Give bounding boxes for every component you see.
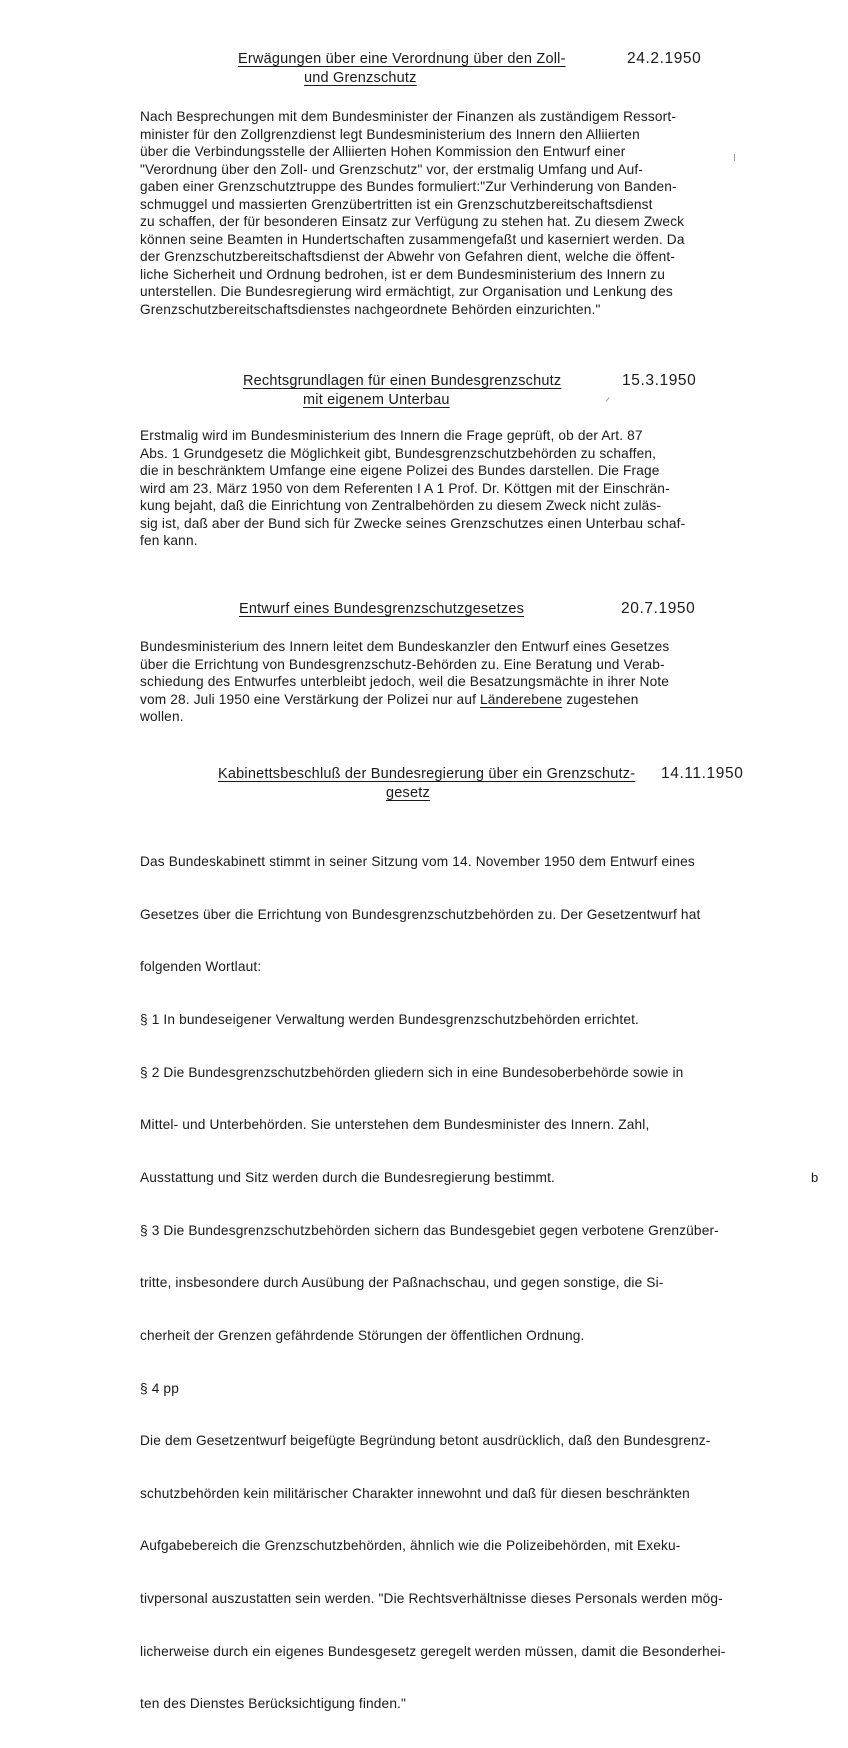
body-line: Erstmalig wird im Bundesministerium des Innern die Frage geprüft, ob der Art. 87 xyxy=(140,428,643,443)
section-heading xyxy=(218,765,635,803)
heading-line: Rechtsgrundlagen für einen Bundesgrenzschutz xyxy=(243,373,562,389)
section-body xyxy=(140,427,780,550)
body-line: liche Sicherheit und Ordnung bedrohen, ist er dem Bundesministerium des Innern zu xyxy=(140,266,665,282)
margin-mark xyxy=(606,397,610,401)
body-line: Gesetzes über die Errichtung von Bundesgrenzschutzbehörden zu. Der Gesetzentwurf hat xyxy=(140,906,701,922)
body-line: zu schaffen, der für besonderen Einsatz zur Verfügung zu stehen hat. Zu diesem Zweck xyxy=(140,214,685,230)
section-heading xyxy=(238,50,566,88)
body-line: die in beschränktem Umfange eine eigene Polizei des Bundes darstellen. Die Frage xyxy=(140,463,660,479)
body-line: schiedung des Entwurfes unterbleibt jedoch, weil die Besatzungsmächte in ihrer Note xyxy=(140,674,670,690)
body-line: Aufgabebereich die Grenzschutzbehörden, ähnlich wie die Polizeibehörden, mit Exeku- xyxy=(140,1538,681,1554)
body-line: Mittel- und Unterbehörden. Sie unterstehen dem Bundesminister des Innern. Zahl, xyxy=(140,1117,650,1133)
body-line: gaben einer Grenzschutztruppe des Bundes formuliert:"Zur Verhinderung von Banden- xyxy=(140,179,677,195)
section-date: 14.11.1950 xyxy=(661,765,744,782)
body-line: ten des Dienstes Berücksichtigung finden." xyxy=(140,1696,407,1712)
heading-line: und Grenzschutz xyxy=(304,70,417,86)
page-marker: b xyxy=(811,1170,819,1185)
section-heading xyxy=(239,600,524,619)
body-line: tritte, insbesondere durch Ausübung der Paßnachschau, und gegen sonstige, die Si- xyxy=(140,1275,664,1291)
section-body xyxy=(140,818,780,1748)
heading-line: Kabinettsbeschluß der Bundesregierung über ein Grenzschutz- xyxy=(218,766,636,782)
heading-line: Erwägungen über eine Verordnung über den Zoll- xyxy=(238,51,566,67)
body-line: § 1 In bundeseigener Verwaltung werden Bundesgrenzschutzbehörden errichtet. xyxy=(140,1012,639,1028)
body-line: § 3 Die Bundesgrenzschutzbehörden sichern das Bundesgebiet gegen verbotene Grenzüber- xyxy=(140,1222,719,1238)
body-line: § 2 Die Bundesgrenzschutzbehörden gliedern sich in eine Bundesoberbehörde sowie in xyxy=(140,1064,684,1080)
heading-line: Entwurf eines Bundesgrenzschutzgesetzes xyxy=(239,601,525,617)
body-line: Die dem Gesetzentwurf beigefügte Begründung betont ausdrücklich, daß den Bundesgrenz- xyxy=(140,1433,711,1449)
heading-line: mit eigenem Unterbau xyxy=(303,392,450,408)
body-line: unterstellen. Die Bundesregierung wird ermächtigt, zur Organisation und Lenkung des xyxy=(140,284,673,300)
section-heading xyxy=(243,372,561,410)
underlined-term: Länderebene xyxy=(479,691,563,707)
body-line: wollen. xyxy=(140,709,184,725)
body-line: Das Bundeskabinett stimmt in seiner Sitzung vom 14. November 1950 dem Entwurf eines xyxy=(140,854,695,870)
body-line: Nach Besprechungen mit dem Bundesminister der Finanzen als zuständigem Ressort- xyxy=(140,109,677,124)
heading-line: gesetz xyxy=(386,785,430,801)
body-line: Abs. 1 Grundgesetz die Möglichkeit gibt, Bundesgrenzschutzbehörden zu schaffen, xyxy=(140,445,657,461)
body-line: über die Errichtung von Bundesgrenzschutz-Behörden zu. Eine Beratung und Verab- xyxy=(140,656,665,672)
body-line: kung bejaht, daß die Einrichtung von Zentralbehörden zu diesem Zweck nicht zuläs- xyxy=(140,498,662,514)
body-line: wird am 23. März 1950 von dem Referenten I A 1 Prof. Dr. Köttgen mit der Einschrän- xyxy=(140,480,670,496)
body-line: über die Verbindungsstelle der Alliierten Hohen Kommission den Entwurf einer xyxy=(140,144,626,160)
body-line: schmuggel und massierten Grenzübertritten ist ein Grenzschutzbereitschaftsdienst xyxy=(140,196,653,212)
body-line: cherheit der Grenzen gefährdende Störungen der öffentlichen Ordnung. xyxy=(140,1327,585,1343)
body-line: minister für den Zollgrenzdienst legt Bundesministerium des Innern den Alliierten xyxy=(140,126,640,142)
body-line: "Verordnung über den Zoll- und Grenzschutz" vor, der erstmalig Umfang und Auf- xyxy=(140,161,644,177)
body-line: fen kann. xyxy=(140,533,198,549)
body-line: licherweise durch ein eigenes Bundesgesetz geregelt werden müssen, damit die Besonderhei- xyxy=(140,1643,726,1659)
body-line: der Grenzschutzbereitschaftsdienst der Abwehr von Gefahren dient, welche die öffent- xyxy=(140,249,676,265)
body-line xyxy=(140,691,780,709)
section-body xyxy=(140,638,780,726)
body-line: sig ist, daß aber der Bund sich für Zwecke seines Grenzschutzes einen Unterbau schaf- xyxy=(140,515,686,531)
section-date: 24.2.1950 xyxy=(627,50,702,67)
body-text: zugestehen xyxy=(562,691,639,707)
body-line: schutzbehörden kein militärischer Charakter innewohnt und daß für diesen beschränkten xyxy=(140,1485,690,1501)
margin-mark xyxy=(734,154,735,161)
body-line: Grenzschutzbereitschaftsdienstes nachgeordnete Behörden einzurichten." xyxy=(140,302,601,318)
body-line: Ausstattung und Sitz werden durch die Bundesregierung bestimmt. xyxy=(140,1169,555,1185)
body-line: Bundesministerium des Innern leitet dem Bundeskanzler den Entwurf eines Gesetzes xyxy=(140,639,670,654)
section-date: 15.3.1950 xyxy=(622,372,697,389)
body-line: tivpersonal auszustatten sein werden. "Die Rechtsverhältnisse dieses Personals werden mög- xyxy=(140,1591,723,1607)
body-line: können seine Beamten in Hundertschaften zusammengefaßt und kaserniert werden. Da xyxy=(140,231,685,247)
section-body xyxy=(140,108,780,319)
body-line: § 4 pp xyxy=(140,1380,179,1396)
body-line: folgenden Wortlaut: xyxy=(140,959,262,975)
section-date: 20.7.1950 xyxy=(621,600,696,617)
body-text: vom 28. Juli 1950 eine Verstärkung der Polizei nur auf xyxy=(140,691,480,707)
